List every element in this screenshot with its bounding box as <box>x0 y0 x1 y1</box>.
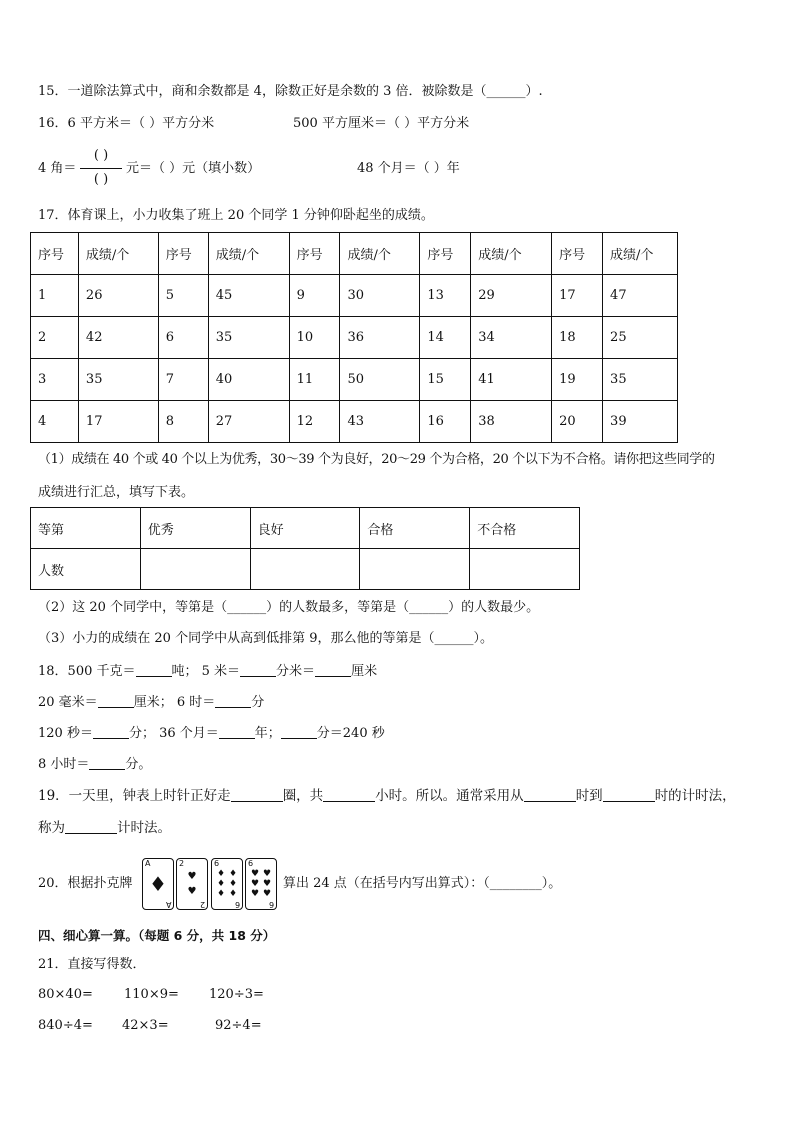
heart-suit-icon: ♥ <box>262 869 272 879</box>
calc-item: 110×9= <box>124 987 179 1002</box>
card-rank-bottom: A <box>165 900 171 909</box>
score-table <box>30 232 678 443</box>
summary-answer-cell[interactable] <box>140 549 250 590</box>
card-rank: A <box>145 859 151 868</box>
table-cell: 36 <box>340 317 420 359</box>
heart-suit-icon: ♥ <box>262 889 272 899</box>
table-cell: 14 <box>420 317 471 359</box>
q16-part1: 16．6 平方米＝（ ）平方分米 <box>38 116 215 131</box>
table-header-cell: 序号 <box>420 233 471 275</box>
answer-blank[interactable] <box>65 819 117 834</box>
summary-header-cell: 等第 <box>31 508 141 549</box>
table-cell: 5 <box>158 275 208 317</box>
q17-sub1-text1: （1）成绩在 40 个或 40 个以上为优秀，30～39 个为良好，20～29 个为合格，20 个以下为不合格。请你把这些同学的 <box>38 452 715 467</box>
table-header-cell: 成绩/个 <box>208 233 289 275</box>
q19-text: 计时法。 <box>117 820 171 836</box>
card-suit-pips <box>180 867 204 901</box>
poker-card <box>142 858 174 910</box>
diamond-suit-icon: ♦ <box>149 872 167 896</box>
q17-sub3 <box>38 630 493 648</box>
table-cell: 47 <box>603 275 678 317</box>
diamond-suit-icon: ♦ <box>228 889 238 899</box>
table-cell: 30 <box>340 275 420 317</box>
fraction-denominator: ( ) <box>93 172 109 187</box>
table-header-cell: 成绩/个 <box>340 233 420 275</box>
table-header-cell: 序号 <box>158 233 208 275</box>
table-cell: 13 <box>420 275 471 317</box>
table-header-cell: 序号 <box>289 233 340 275</box>
summary-answer-cell[interactable] <box>250 549 360 590</box>
question-17-intro <box>38 207 434 225</box>
table-cell: 4 <box>31 401 79 443</box>
summary-header-cell: 不合格 <box>470 508 580 549</box>
q21-row1 <box>38 986 264 1004</box>
question-19-line2 <box>38 819 171 837</box>
answer-blank[interactable] <box>240 662 276 677</box>
table-cell: 42 <box>78 317 158 359</box>
table-cell: 8 <box>158 401 208 443</box>
question-20-b <box>283 875 561 893</box>
summary-table <box>30 507 580 590</box>
q19-text: 19．一天里，钟表上时针正好走 <box>38 788 231 804</box>
q19-text: 圈，共 <box>282 788 324 804</box>
q21-row2 <box>38 1017 262 1035</box>
answer-blank[interactable] <box>524 787 576 802</box>
question-16-line2b <box>126 160 260 178</box>
table-cell: 35 <box>208 317 289 359</box>
poker-card <box>245 858 277 910</box>
table-cell: 43 <box>340 401 420 443</box>
table-cell: 18 <box>552 317 603 359</box>
table-header-row <box>31 233 678 275</box>
q18-text: 分； 36 个月＝ <box>128 726 219 741</box>
table-cell: 7 <box>158 359 208 401</box>
calc-item: 80×40= <box>38 987 93 1002</box>
q17-intro: 17．体育课上，小力收集了班上 20 个同学 1 分钟仰卧起坐的成绩。 <box>38 208 434 223</box>
q17-sub3-text: （3）小力的成绩在 20 个同学中从高到低排第 9，那么他的等第是（______）。 <box>38 631 493 646</box>
summary-count-row <box>31 549 580 590</box>
answer-blank[interactable] <box>281 724 317 739</box>
q18-text: 20 毫米＝ <box>38 695 98 710</box>
summary-header-cell: 良好 <box>250 508 360 549</box>
table-cell: 27 <box>208 401 289 443</box>
table-row <box>31 317 678 359</box>
question-16-line2 <box>38 160 76 178</box>
q19-text: 时的计时法， <box>654 788 736 804</box>
diamond-suit-icon: ♦ <box>216 869 226 879</box>
answer-blank[interactable] <box>323 787 375 802</box>
table-header-cell: 成绩/个 <box>78 233 158 275</box>
heart-suit-icon: ♥ <box>187 871 197 882</box>
fraction-blank <box>76 145 126 191</box>
table-cell: 17 <box>78 401 158 443</box>
fraction-bar <box>80 168 122 169</box>
table-cell: 3 <box>31 359 79 401</box>
q16-part2: 500 平方厘米＝（ ）平方分米 <box>293 116 470 131</box>
question-15 <box>38 83 543 101</box>
card-suit-pips <box>215 867 239 901</box>
q18-text: 厘米 <box>351 664 378 679</box>
section-4-title <box>38 927 275 945</box>
table-cell: 10 <box>289 317 340 359</box>
q18-text: 分米＝ <box>276 664 316 679</box>
table-cell: 16 <box>420 401 471 443</box>
table-row <box>31 401 678 443</box>
summary-answer-cell[interactable] <box>470 549 580 590</box>
answer-blank[interactable] <box>98 693 134 708</box>
answer-blank[interactable] <box>219 724 255 739</box>
table-cell: 12 <box>289 401 340 443</box>
poker-card <box>176 858 208 910</box>
table-cell: 15 <box>420 359 471 401</box>
question-18-line3 <box>38 724 385 743</box>
q18-text: 8 小时＝ <box>38 757 90 772</box>
table-cell: 34 <box>471 317 552 359</box>
table-cell: 11 <box>289 359 340 401</box>
answer-blank[interactable] <box>231 787 283 802</box>
question-16-line2c <box>357 160 460 178</box>
calc-item: 42×3= <box>122 1018 169 1033</box>
diamond-suit-icon: ♦ <box>228 879 238 889</box>
calc-item: 840÷4= <box>38 1018 93 1033</box>
diamond-suit-icon: ♦ <box>216 889 226 899</box>
answer-blank[interactable] <box>315 662 351 677</box>
q17-sub2-text: （2）这 20 个同学中，等第是（______）的人数最多，等第是（______）的人数最少。 <box>38 600 540 615</box>
answer-blank[interactable] <box>603 787 655 802</box>
table-cell: 41 <box>471 359 552 401</box>
q18-text: 分。 <box>125 757 152 772</box>
q17-sub1-line2 <box>38 484 194 502</box>
q18-text: 分＝240 秒 <box>316 726 385 741</box>
table-cell: 35 <box>78 359 158 401</box>
card-rank: 2 <box>179 859 185 868</box>
q20-text: 算出 24 点（在括号内写出算式）：（________）。 <box>283 876 562 891</box>
q18-text: 120 秒＝ <box>38 726 93 741</box>
answer-blank[interactable] <box>93 724 129 739</box>
table-header-cell: 成绩/个 <box>471 233 552 275</box>
table-header-cell: 成绩/个 <box>603 233 678 275</box>
card-rank-bottom: 6 <box>268 900 274 909</box>
question-18-line2 <box>38 693 264 712</box>
card-rank-bottom: 2 <box>199 900 205 909</box>
poker-card <box>211 858 243 910</box>
summary-row-label: 人数 <box>31 549 141 590</box>
fraction-numerator: ( ) <box>93 148 109 163</box>
table-cell: 39 <box>603 401 678 443</box>
q20-text: 20．根据扑克牌 <box>38 876 133 891</box>
answer-blank[interactable] <box>215 693 251 708</box>
calc-item: 92÷4= <box>215 1018 262 1033</box>
answer-blank[interactable] <box>136 662 172 677</box>
summary-header-cell: 合格 <box>360 508 470 549</box>
summary-header-row <box>31 508 580 549</box>
table-cell: 19 <box>552 359 603 401</box>
q15-text: 15．一道除法算式中，商和余数都是 4，除数正好是余数的 3 倍．被除数是（______）. <box>38 84 543 99</box>
q17-sub2 <box>38 599 539 617</box>
diamond-suit-icon: ♦ <box>228 869 238 879</box>
card-rank: 6 <box>248 859 254 868</box>
q19-text: 时到 <box>575 788 603 804</box>
card-suit-pips <box>249 867 273 901</box>
q21-text: 21．直接写得数． <box>38 957 146 972</box>
heart-suit-icon: ♥ <box>187 886 197 897</box>
question-21-title <box>38 956 146 974</box>
q18-text: 吨； 5 米＝ <box>171 664 241 679</box>
table-cell: 45 <box>208 275 289 317</box>
table-cell: 50 <box>340 359 420 401</box>
q18-text: 分 <box>251 695 265 710</box>
question-20-a <box>38 875 133 893</box>
question-19-line1 <box>38 787 736 805</box>
summary-answer-cell[interactable] <box>360 549 470 590</box>
table-header-cell: 序号 <box>31 233 79 275</box>
question-18-line4 <box>38 755 151 774</box>
heart-suit-icon: ♥ <box>250 879 260 889</box>
question-18-line1 <box>38 662 377 681</box>
q16-months: 48 个月＝（ ）年 <box>357 161 460 176</box>
table-cell: 6 <box>158 317 208 359</box>
table-row <box>31 359 678 401</box>
table-cell: 9 <box>289 275 340 317</box>
table-cell: 26 <box>78 275 158 317</box>
table-cell: 29 <box>471 275 552 317</box>
q16-yuan: 元＝（ ）元（填小数） <box>126 161 261 176</box>
table-cell: 1 <box>31 275 79 317</box>
q17-sub1-line1 <box>38 451 715 469</box>
q18-text: 18．500 千克＝ <box>38 664 136 679</box>
card-suit-pips <box>146 867 170 901</box>
diamond-suit-icon: ♦ <box>216 879 226 889</box>
table-cell: 40 <box>208 359 289 401</box>
table-cell: 20 <box>552 401 603 443</box>
q18-text: 厘米； 6 时＝ <box>133 695 216 710</box>
q19-text: 称为 <box>38 820 65 836</box>
q18-text: 年； <box>254 726 281 741</box>
section-title: 四、细心算一算。（每题 6 分，共 18 分） <box>38 928 276 943</box>
q17-sub1-text2: 成绩进行汇总，填写下表。 <box>38 485 195 500</box>
summary-header-cell: 优秀 <box>140 508 250 549</box>
table-header-cell: 序号 <box>552 233 603 275</box>
heart-suit-icon: ♥ <box>262 879 272 889</box>
answer-blank[interactable] <box>89 755 125 770</box>
heart-suit-icon: ♥ <box>250 889 260 899</box>
q16-jiao: 4 角＝ <box>38 161 77 176</box>
table-cell: 38 <box>471 401 552 443</box>
table-cell: 35 <box>603 359 678 401</box>
table-row <box>31 275 678 317</box>
table-cell: 2 <box>31 317 79 359</box>
card-rank: 6 <box>214 859 220 868</box>
calc-item: 120÷3= <box>209 987 264 1002</box>
question-16-line1 <box>38 115 470 133</box>
q19-text: 小时。所以。通常采用从 <box>375 788 524 804</box>
card-rank-bottom: 6 <box>234 900 240 909</box>
heart-suit-icon: ♥ <box>250 869 260 879</box>
table-cell: 17 <box>552 275 603 317</box>
table-cell: 25 <box>603 317 678 359</box>
